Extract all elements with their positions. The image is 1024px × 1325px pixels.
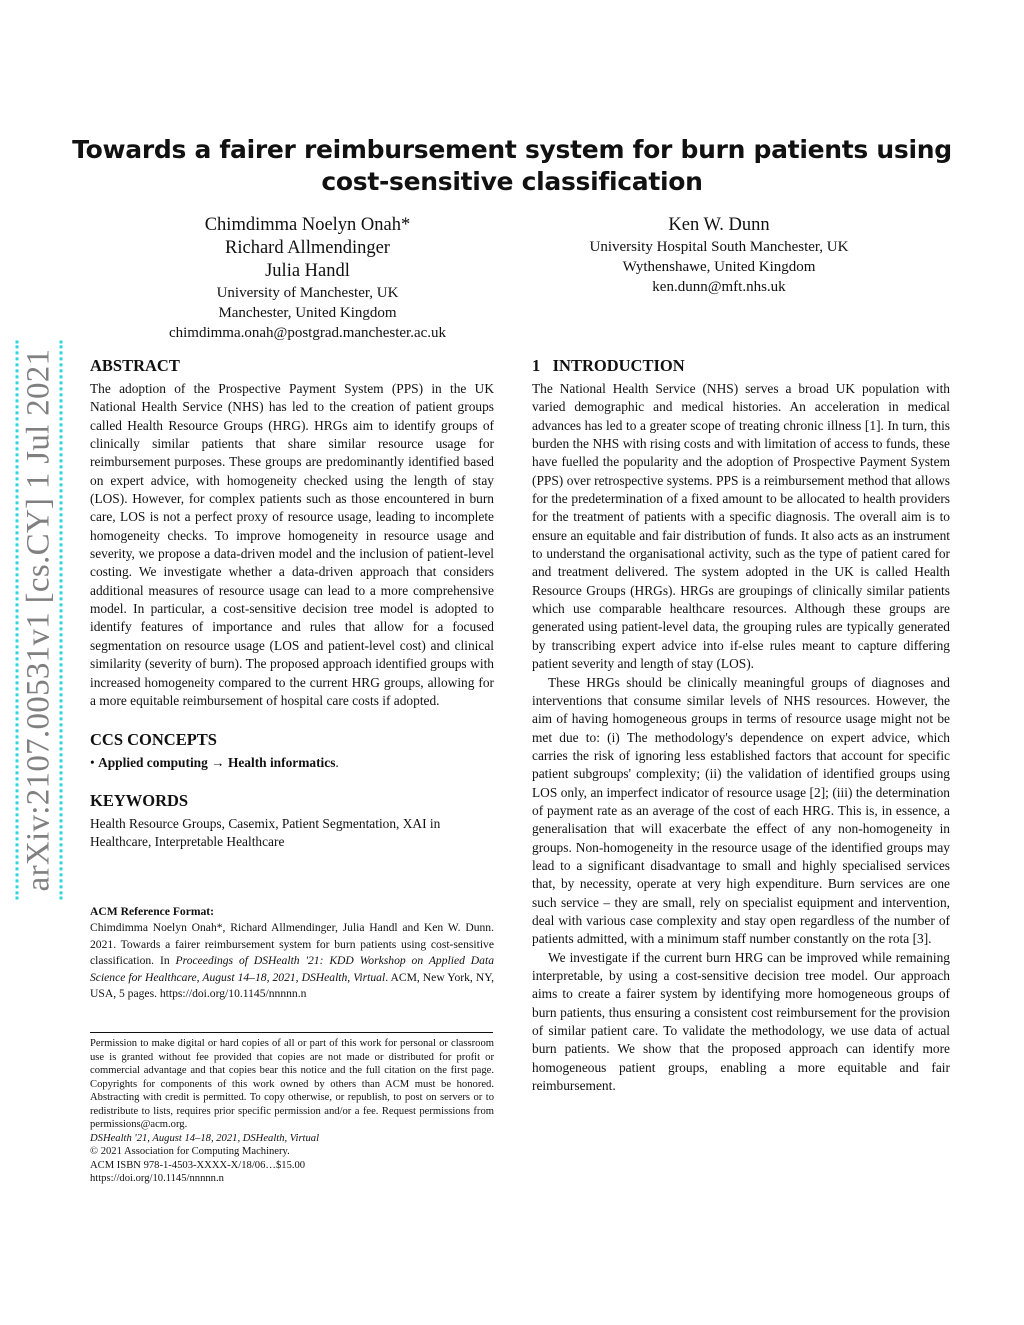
arxiv-stamp: arXiv:2107.00531v1 [cs.CY] 1 Jul 2021 [16,341,63,900]
ccs-concepts: • Applied computing → Health informatics. [90,755,339,771]
affiliation: University of Manchester, UK [216,285,399,301]
acm-reference-heading: ACM Reference Format: [90,905,215,918]
author-name: Chimdimma Noelyn Onah* [204,215,411,235]
footnote-rule [90,1032,493,1033]
intro-paragraph: The National Health Service (NHS) serves a broad UK population with varied demographic and medical histories. An acceleration in medical advances has led to a greater scope of treating chronic illness [1]. In turn, this burden the NHS with rising costs and with limitation of access to funds, these have fuelled the popularity and the adoption of Prospective Payment System (PPS) over retrospective systems. PPS is a reimbursement method that allows for the predetermination of a fixed amount to be allocated to health providers for the treatment of patients with a specific diagnosis. The overall aim is to ensure an equitable and fair distribution of funds. It also acts as an instrument to understand the organisational activity, such as the type of patient cared for and treatment delivered. The system adopted in the UK is called Health Resource Groups (HRGs). HRGs are groupings of clinically similar patients which use comparable healthcare resources. Although these groups are generated using patient-level data, the grouping rules are typically generated by transcribing expert advice into if-else rules meant to capture differing patient severity and length of stay (LOS). [532,381,950,672]
keywords-text: Health Resource Groups, Casemix, Patient Segmentation, XAI in Healthcare, Interpretable Healthcare [90,815,441,849]
author-block-right [530,214,908,297]
right-column [532,356,950,1095]
affiliation: Manchester, United Kingdom [218,305,397,321]
author-name: Julia Handl [265,261,350,281]
introduction-heading: 1 INTRODUCTION [532,356,685,375]
keywords-heading: KEYWORDS [90,790,189,810]
conference-line: DSHealth '21, August 14–18, 2021, DSHealth, Virtual [90,1132,320,1144]
isbn-line: ACM ISBN 978-1-4503-XXXX-X/18/06…$15.00 [90,1159,306,1171]
permission-text: Permission to make digital or hard copies of all or part of this work for personal or classroom use is granted without fee provided that copies are not made or distributed for profit or commercial advantage and that copies bear this notice and the full citation on the first page. Copyrights for components of this work owned by others than ACM must be honored. Abstracting with credit is permitted. To copy otherwise, or republish, to post on servers or to redistribute to lists, requires prior specific permission and/or a fee. Request permissions from permissions@acm.org. [90,1038,494,1130]
acm-reference [90,904,494,1002]
abstract-text: The adoption of the Prospective Payment System (PPS) in the UK National Health Service (NHS) has led to the creation of patient groups called Health Resource Groups (HRG). HRGs aim to identify groups of clinically similar patients that share similar resource usage for reimbursement purposes. These groups are predominantly identified based on expert advice, with homogeneity checked using the length of stay (LOS). However, for complex patients such as those encountered in burn care, LOS is not a perfect proxy of resource usage, leading to incomplete homogeneity checks. To improve homogeneity in resource usage and severity, we propose a data-driven model and the inclusion of patient-level costing. We investigate whether a data-driven approach that considers additional measures of resource usage can lead to a more comprehensive model. In particular, a cost-sensitive decision tree model is adopted to identify features of importance and rules that allow for a focused segmentation on resource usage (LOS and patient-level cost) and clinical similarity (severity of burn). The proposed approach identified groups with increased homogeneity compared to the current HRG groups, allowing for a more equitable reimbursement of hospital care costs if adopted. [90,381,494,708]
intro-paragraph: We investigate if the current burn HRG can be improved while remaining interpretable, by using a cost-sensitive decision tree model. Our approach aims to create a fairer system by identifying more homogeneous groups of burn patients, thus ensuring a consistent cost reimbursement for the provision of similar patient care. To validate the methodology, we use data of actual burn patients. We show that the proposed approach can identify more homogeneous patient groups, enabling a more equitable and fair reimbursement. [532,949,950,1094]
author-block-left [110,214,505,343]
author-email: ken.dunn@mft.nhs.uk [652,279,786,295]
doi-line: https://doi.org/10.1145/nnnnn.n [90,1173,224,1184]
left-column [90,356,494,851]
intro-paragraph: These HRGs should be clinically meaningful groups of diagnoses and interventions that consume similar levels of NHS resources. However, the aim of having homogeneous groups in terms of resource usage might not be met due to: (i) The methodology's dependence on expert advice, which carries the risk of ignoring less established factors that account for specific patient subgroups' complexity; (ii) the validation of identified groups using LOS only, an imperfect indicator of resource usage [2]; (iii) the determination of payment rate as an average of the cost of each HRG. This is, in essence, a generalisation that will exacerbate the effect of any non-homogeneity in groups. Non-homogeneity in the resource usage of the identified groups may lead to a significant disadvantage to small and highly specialised services that, by necessity, operate at very high expenditure. Burn services are one such service – they are small, rely on specialist equipment and intervention, deal with various case complexity and stay open regardless of the number of patients admitted, with a minimum staff number constantly on the rota [3]. [532,674,950,947]
affiliation: University Hospital South Manchester, UK [589,239,849,255]
paper-title: Towards a fairer reimbursement system for burn patients using cost-sensitive classification [72,135,952,196]
abstract-heading: ABSTRACT [90,356,180,375]
permission-footnote [90,1037,494,1186]
author-name: Ken W. Dunn [668,215,770,235]
affiliation: Wythenshawe, United Kingdom [622,259,816,275]
ccs-heading: CCS CONCEPTS [90,730,217,750]
author-name: Richard Allmendinger [225,238,390,258]
copyright-line: © 2021 Association for Computing Machinery. [90,1146,290,1157]
author-email: chimdimma.onah@postgrad.manchester.ac.uk [168,325,447,341]
acm-reference-text: Chimdimma Noelyn Onah*, Richard Allmendinger, Julia Handl and Ken W. Dunn. 2021. Towards a fairer reimbursement system for burn patients using cost-sensitive classification. In Proceedings of DSHealth '21: KDD Workshop on Applied Data Science for Healthcare, August 14–18, 2021, DSHealth, Virtual. ACM, New York, NY, USA, 5 pages. https://doi.org/10.1145/nnnnn.n [90,921,494,1001]
